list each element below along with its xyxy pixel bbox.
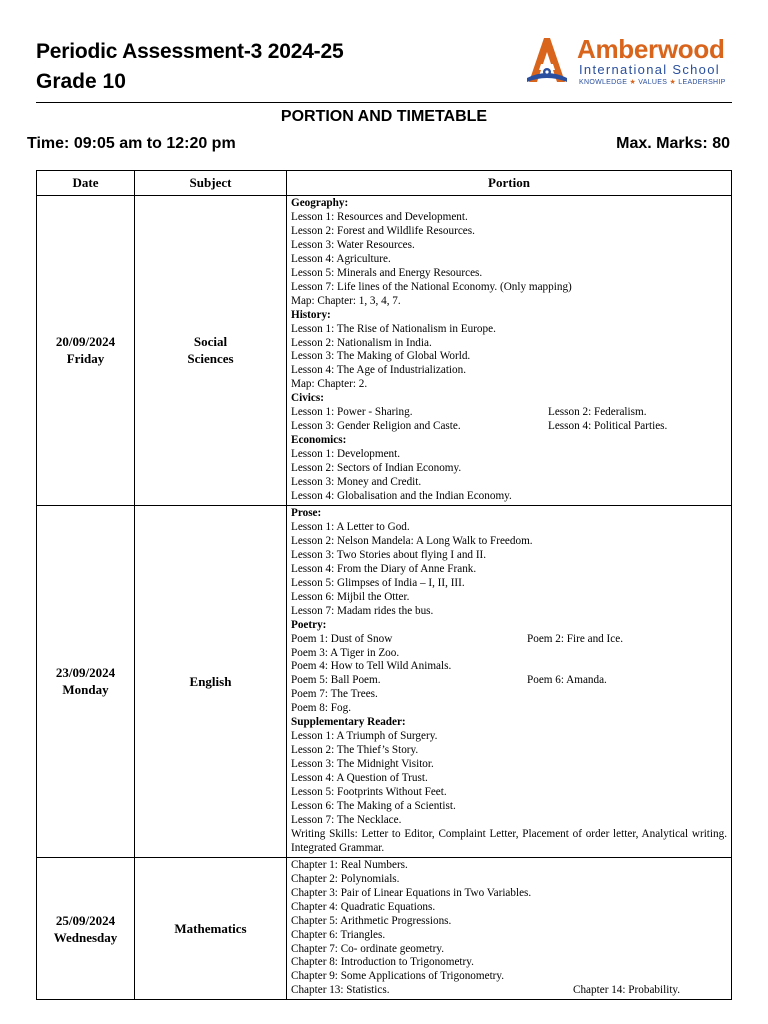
portion-line: Chapter 8: Introduction to Trigonometry. (291, 956, 474, 969)
portion-line: Lesson 1: Resources and Development. (291, 210, 468, 223)
portion-line: Lesson 2: The Thief’s Story. (291, 744, 419, 757)
column-header-subject: Subject (135, 171, 287, 196)
portion-line: Poem 8: Fog. (291, 702, 351, 715)
date-value: 25/09/2024 (55, 912, 116, 928)
column-header-date: Date (37, 171, 135, 196)
portion-line: Lesson 6: The Making of a Scientist. (291, 799, 456, 812)
portion-line: Lesson 4: The Age of Industrialization. (291, 364, 467, 377)
portion-item: Lesson 2: Federalism. (548, 406, 647, 419)
writing-skills-text: Writing Skills: Letter to Editor, Complaint Letter, Placement of order letter, Analytical writing. Integrated Grammar. (291, 827, 727, 854)
star-icon: ★ (629, 79, 637, 86)
section-heading: Prose: (291, 506, 322, 519)
exam-date (37, 196, 135, 506)
exam-subject (135, 857, 287, 1000)
day-value: Monday (62, 682, 109, 698)
school-tagline (579, 78, 726, 87)
portion-line: Chapter 2: Polynomials. (291, 872, 400, 885)
portion-line: Chapter 9: Some Applications of Trigonometry. (291, 970, 505, 983)
tagline-word: KNOWLEDGE (579, 79, 628, 86)
portion-line: Chapter 4: Quadratic Equations. (291, 900, 436, 913)
portion-line: Lesson 1: The Rise of Nationalism in Europe. (291, 322, 496, 335)
tagline-word: LEADERSHIP (678, 79, 726, 86)
portion-line: Lesson 3: Water Resources. (291, 238, 415, 251)
portion-item: Poem 2: Fire and Ice. (527, 632, 624, 645)
section-heading: Supplementary Reader: (291, 716, 406, 729)
school-subtitle: International School (579, 62, 720, 77)
portion-line: Lesson 3: The Midnight Visitor. (291, 758, 434, 771)
exam-time: Time: 09:05 am to 12:20 pm (27, 135, 236, 152)
portion-line: Lesson 4: Globalisation and the Indian Economy. (291, 490, 512, 503)
portion-line (291, 984, 727, 998)
school-name: Amberwood (577, 34, 725, 64)
portion-line: Lesson 3: Two Stories about flying I and II. (291, 548, 487, 561)
section-heading: History: (291, 308, 331, 321)
grade-label: Grade 10 (36, 70, 126, 93)
portion-line: Lesson 1: A Letter to God. (291, 520, 410, 533)
portion-line: Lesson 4: A Question of Trust. (291, 772, 428, 785)
document-heading: PORTION AND TIMETABLE (280, 108, 488, 125)
portion-item: Lesson 1: Power - Sharing. (291, 406, 413, 419)
portion-line: Lesson 7: Madam rides the bus. (291, 604, 434, 617)
portion-line: Chapter 5: Arithmetic Progressions. (291, 914, 452, 927)
table-header-row (37, 171, 732, 196)
portion-line: Map: Chapter: 2. (291, 378, 368, 391)
portion-line (291, 420, 727, 434)
portion-item: Poem 1: Dust of Snow (291, 632, 393, 645)
portion-line (291, 406, 727, 420)
portion-line: Lesson 5: Footprints Without Feet. (291, 786, 447, 799)
subject-name: Mathematics (174, 921, 247, 937)
portion-item: Chapter 13: Statistics. (291, 984, 390, 997)
portion-line (291, 674, 727, 688)
timetable (36, 170, 732, 1000)
document-header (36, 38, 343, 96)
date-value: 23/09/2024 (55, 665, 116, 681)
exam-subject (135, 196, 287, 506)
portion-line: Poem 4: How to Tell Wild Animals. (291, 660, 452, 673)
school-logo (519, 32, 735, 88)
table-row (37, 857, 732, 1000)
portion-cell (287, 196, 732, 506)
school-emblem-icon (519, 34, 575, 86)
portion-line: Poem 7: The Trees. (291, 688, 378, 701)
portion-item: Poem 6: Amanda. (527, 674, 607, 687)
exam-date (37, 857, 135, 1000)
portion-line: Lesson 6: Mijbil the Otter. (291, 590, 410, 603)
section-heading: Economics: (291, 434, 347, 447)
portion-line: Map: Chapter: 1, 3, 4, 7. (291, 294, 401, 307)
subject-name: Sciences (187, 351, 234, 367)
column-header-portion: Portion (287, 171, 732, 196)
portion-line: Lesson 3: Money and Credit. (291, 476, 422, 489)
portion-line: Lesson 5: Glimpses of India – I, II, III. (291, 576, 465, 589)
day-value: Wednesday (53, 929, 118, 945)
portion-line (291, 633, 727, 647)
table-row (37, 505, 732, 857)
tagline-word: VALUES (638, 79, 668, 86)
portion-cell (287, 857, 732, 1000)
section-heading: Civics: (291, 392, 324, 405)
day-value: Friday (66, 351, 105, 367)
portion-item: Lesson 3: Gender Religion and Caste. (291, 420, 461, 433)
portion-line: Poem 3: A Tiger in Zoo. (291, 646, 400, 659)
portion-line: Chapter 7: Co- ordinate geometry. (291, 942, 445, 955)
portion-line: Lesson 2: Nelson Mandela: A Long Walk to Freedom. (291, 534, 533, 547)
portion-line: Chapter 6: Triangles. (291, 928, 386, 941)
portion-line: Lesson 1: Development. (291, 448, 401, 461)
max-marks: Max. Marks: 80 (616, 135, 730, 152)
exam-date (37, 505, 135, 857)
portion-item: Poem 5: Ball Poem. (291, 674, 381, 687)
date-value: 20/09/2024 (55, 334, 116, 350)
portion-item: Chapter 14: Probability. (573, 984, 681, 997)
header-divider (36, 102, 732, 103)
subject-name: Social (193, 334, 228, 350)
exam-subject (135, 505, 287, 857)
portion-line: Lesson 5: Minerals and Energy Resources. (291, 266, 483, 279)
subject-name: English (189, 673, 232, 689)
star-icon: ★ (669, 79, 677, 86)
portion-line: Lesson 7: The Necklace. (291, 813, 402, 826)
section-heading: Geography: (291, 197, 349, 209)
portion-line: Lesson 2: Sectors of Indian Economy. (291, 462, 462, 475)
portion-cell (287, 505, 732, 857)
portion-line: Lesson 4: From the Diary of Anne Frank. (291, 562, 477, 575)
portion-line: Lesson 2: Forest and Wildlife Resources. (291, 224, 475, 237)
portion-line: Lesson 3: The Making of Global World. (291, 350, 471, 363)
portion-line: Chapter 3: Pair of Linear Equations in Two Variables. (291, 886, 532, 899)
portion-line: Lesson 2: Nationalism in India. (291, 336, 432, 349)
portion-line: Lesson 7: Life lines of the National Economy. (Only mapping) (291, 280, 572, 293)
portion-line: Lesson 4: Agriculture. (291, 252, 391, 265)
portion-line: Lesson 1: A Triumph of Surgery. (291, 730, 438, 743)
assessment-title: Periodic Assessment-3 2024-25 (36, 40, 344, 63)
table-row (37, 196, 732, 506)
portion-line: Chapter 1: Real Numbers. (291, 858, 408, 871)
portion-item: Lesson 4: Political Parties. (548, 420, 668, 433)
section-heading: Poetry: (291, 618, 327, 631)
